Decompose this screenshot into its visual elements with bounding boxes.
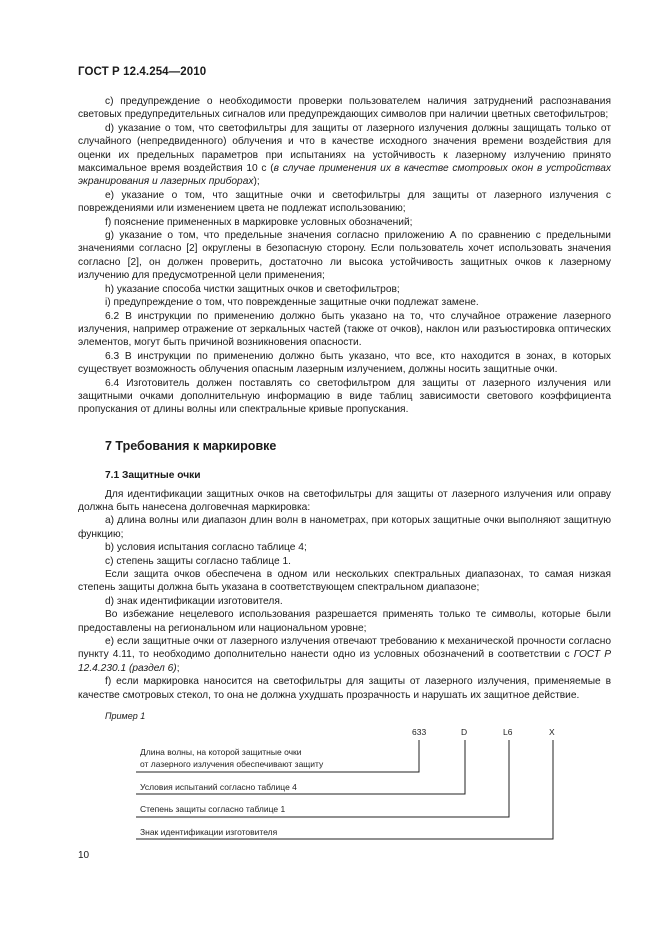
diagram-label-manufacturer: Знак идентификации изготовителя [140,827,278,837]
paragraph: Во избежание нецелевого использования разрешается применять только те символы, которые были предоставлены на региональном или национальном уровне; [78,609,611,634]
marking-diagram [78,720,611,855]
section-heading: 7 Требования к маркировке [105,438,277,453]
list-item: b) условия испытания согласно таблице 4; [105,542,307,554]
list-item: i) предупреждение о том, что поврежденные защитные очки подлежат замене. [105,297,479,309]
list-item: а) длина волны или диапазон длин волн в нанометрах, при которых защитные очки выполняют защитную функцию; [78,515,611,540]
list-item: c) степень защиты согласно таблице 1. [105,555,291,567]
page-number: 10 [78,850,90,861]
list-item: f) если маркировка наносится на светофильтры для защиты от лазерного излучения, применяемые в качестве смотровых стекол, то она не должна ухудшать прозрачность и нарушать их защитное действие. [78,676,611,701]
list-item: e) если защитные очки от лазерного излучения отвечают требованию к механической прочности согласно пункту 4.11, то необходимо дополнительно нанести одно из условных обозначений в соответствии с ГОСТ Р 12.4.230.1 (раздел 6); [78,636,612,674]
paragraph: Для идентификации защитных очков на светофильтры для защиты от лазерного излучения или оправу должна быть нанесена долговечная маркировка: [78,488,611,513]
list-item: d) знак идентификации изготовителя. [105,595,283,607]
subsection-heading: 7.1 Защитные очки [105,470,201,482]
list-item: c) предупреждение о необходимости проверки пользователем наличия затруднений распознавания световых предупредительных сигналов или предупреждающих символов при наличии цветных светофильтров; [78,96,611,121]
code-wavelength: 633 [412,727,427,737]
clause-6-2: 6.2 В инструкции по применению должно быть указано на то, что случайное отражение лазерного излучения, например отражение от зеркальных частей (также от очков), наклон или разъюстировка оптических элементов, могут быть причиной возникновения опасности. [78,310,611,349]
example-label: Пример 1 [105,711,146,722]
list-item: d) указание о том, что светофильтры для защиты от лазерного излучения должны защищать только от случайного (непредвиденного) облучения и что в качестве исходного значения времени воздействия для оценки их предельных параметров при испытаниях на устойчивость к лазерному излучению принято максимальное время воздействия 10 с (в случае применения их в качестве смотровых окон в устройствах экранирования и лазерных приборах); [78,122,611,188]
code-test-conditions: D [461,727,468,737]
list-item: f) пояснение примененных в маркировке условных обозначений; [105,216,413,228]
code-manufacturer: X [549,727,555,737]
code-protection-level: L6 [503,727,513,737]
diagram-label-test: Условия испытаний согласно таблице 4 [140,782,297,792]
list-item: h) указание способа чистки защитных очков и светофильтров; [105,283,400,295]
clause-6-4: 6.4 Изготовитель должен поставлять со светофильтром для защиты от лазерного излучения или защитными очками дополнительную информацию в виде таблиц зависимости светового коэффициента пропускания от длины волны или спектральные кривые пропускания. [78,377,611,416]
diagram-label-wavelength-2: от лазерного излучения обеспечивают защиту [140,759,324,769]
diagram-label-protection: Степень защиты согласно таблице 1 [140,804,286,814]
document-header: ГОСТ Р 12.4.254—2010 [78,66,207,78]
page-body [78,95,611,723]
clause-6-3: 6.3 В инструкции по применению должно быть указано, что все, кто находится в зонах, в которых существует возможность облучения опасным лазерным излучением, должны носить защитные очки. [78,350,611,376]
list-item: e) указание о том, что защитные очки и светофильтры для защиты от лазерного излучения с повреждениями или изменением цвета не подлежат использованию; [78,189,611,215]
diagram-label-wavelength-1: Длина волны, на которой защитные очки [140,747,302,757]
paragraph: Если защита очков обеспечена в одном или нескольких спектральных диапазонах, то самая низкая степень защиты должна быть указана в соответствующем спектральном диапазоне; [78,569,611,594]
list-item: g) указание о том, что предельные значения согласно приложению А по сравнению с предельными значениями согласно [2] округлены в безопасную сторону. Если пользователь хочет использовать значения согласно [2], он должен проверить, достаточно ли высока устойчивость защитных очков к лазерному излучению для предусмотренной цели применения; [78,230,611,282]
